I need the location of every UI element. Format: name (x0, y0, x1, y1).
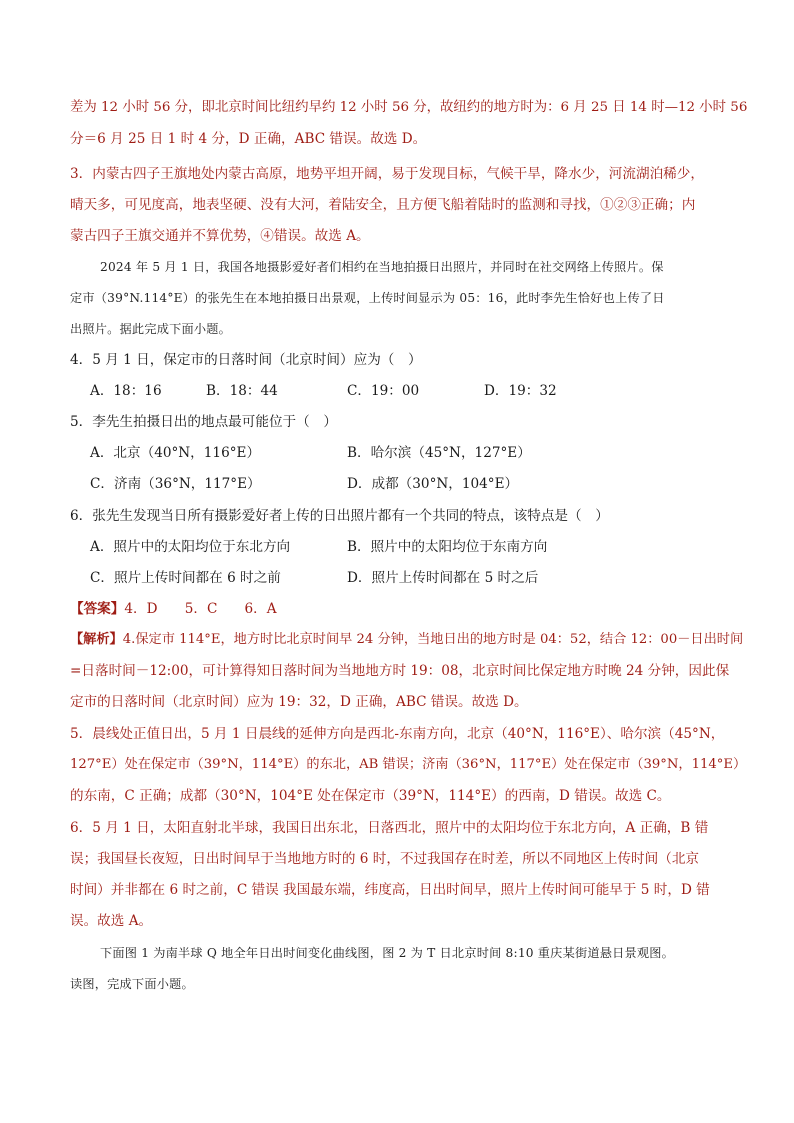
q6-option-d: D．照片上传时间都在 5 时之后 (347, 570, 539, 586)
explanation-q3-line: 晴天多，可见度高，地表坚硬、没有大河，着陆安全，且方便飞船着陆时的监测和寻找，①②③正确；内 (70, 197, 696, 213)
analysis-q6-line: 误。故选 A。 (70, 913, 153, 929)
explanation-q3-line: 蒙古四子王旗交通并不算优势，④错误。故选 A。 (70, 228, 370, 244)
answer-tag: 【答案】 (70, 601, 125, 617)
passage-line: 定市（39°N.114°E）的张先生在本地拍摄日出景观，上传时间显示为 05：16，此时李先生恰好也上传了日 (70, 291, 665, 305)
question-5-stem: 5．李先生拍摄日出的地点最可能位于（ ） (70, 414, 337, 430)
analysis-q6-line: 误；我国昼长夜短，日出时间早于当地地方时的 6 时，不过我国存在时差，所以不同地区上传时间（北京 (70, 851, 700, 867)
question-6-stem: 6．张先生发现当日所有摄影爱好者上传的日出照片都有一个共同的特点，该特点是（ ） (70, 508, 609, 524)
explanation-q3-line: 3．内蒙古四子王旗地处内蒙古高原，地势平坦开阔，易于发现目标，气候干旱，降水少，河流湖泊稀少， (70, 166, 704, 182)
analysis-q6-line: 时间）并非都在 6 时之前，C 错误 我国最东端，纬度高，日出时间早，照片上传时间可能早于 5 时，D 错 (70, 882, 710, 898)
q4-option-d: D．19：32 (484, 383, 557, 399)
analysis-q4-line: =日落时间－12:00，可计算得知日落时间为当地地方时 19：08，北京时间比保定地方时晚 24 分钟，因此保 (70, 663, 730, 679)
answer-text: 4．D 5．C 6．A (124, 601, 277, 617)
analysis-text: 4.保定市 114°E，地方时比北京时间早 24 分钟，当地日出的地方时是 04：52，结合 12：00－日出时间 (122, 632, 744, 647)
q4-option-c: C．19：00 (347, 383, 420, 399)
analysis-tag: 【解析】 (70, 632, 123, 647)
answer-line (70, 599, 750, 619)
q5-option-c: C．济南（36°N，117°E） (90, 476, 261, 492)
analysis-q6-line: 6．5 月 1 日，太阳直射北半球，我国日出东北，日落西北，照片中的太阳均位于东北方向，A 正确，B 错 (70, 820, 709, 836)
analysis-q5-line: 5．晨线处正值日出，5 月 1 日晨线的延伸方向是西北-东南方向，北京（40°N，116°E）、哈尔滨（45°N， (70, 726, 725, 742)
q4-option-a: A．18：16 (90, 383, 162, 399)
q6-option-a: A．照片中的太阳均位于东北方向 (90, 539, 291, 555)
analysis-q5-line: 的东南，C 正确；成都（30°N，104°E 处在保定市（39°N，114°E）的西南，D 错误。故选 C。 (70, 788, 671, 804)
passage-line: 下面图 1 为南半球 Q 地全年日出时间变化曲线图，图 2 为 T 日北京时间 8:10 重庆某街道悬日景观图。 (100, 946, 675, 960)
passage-line: 读图，完成下面小题。 (70, 977, 194, 991)
q5-option-b: B．哈尔滨（45°N，127°E） (347, 445, 531, 461)
explanation-line: 分＝6 月 25 日 1 时 4 分，D 正确，ABC 错误。故选 D。 (70, 131, 427, 147)
q6-option-b: B．照片中的太阳均位于东南方向 (347, 539, 548, 555)
passage-line: 出照片。据此完成下面小题。 (70, 322, 232, 336)
analysis-q5-line: 127°E）处在保定市（39°N，114°E）的东北，AB 错误；济南（36°N，117°E）处在保定市（39°N，114°E） (70, 757, 747, 772)
q5-option-d: D．成都（30°N，104°E） (347, 476, 519, 492)
analysis-q4-line: 定市的日落时间（北京时间）应为 19：32，D 正确，ABC 错误。故选 D。 (70, 694, 528, 710)
question-4-stem: 4．5 月 1 日，保定市的日落时间（北京时间）应为（ ） (70, 352, 422, 368)
q5-option-a: A．北京（40°N，116°E） (90, 445, 261, 461)
explanation-line: 差为 12 小时 56 分，即北京时间比纽约早约 12 小时 56 分，故纽约的地方时为：6 月 25 日 14 时—12 小时 56 (70, 100, 748, 115)
q4-option-b: B．18：44 (206, 383, 278, 399)
analysis-q4-line (70, 630, 750, 650)
passage-line: 2024 年 5 月 1 日，我国各地摄影爱好者们相约在当地拍摄日出照片，并同时在社交网络上传照片。保 (100, 260, 664, 274)
q6-option-c: C．照片上传时间都在 6 时之前 (90, 570, 281, 586)
